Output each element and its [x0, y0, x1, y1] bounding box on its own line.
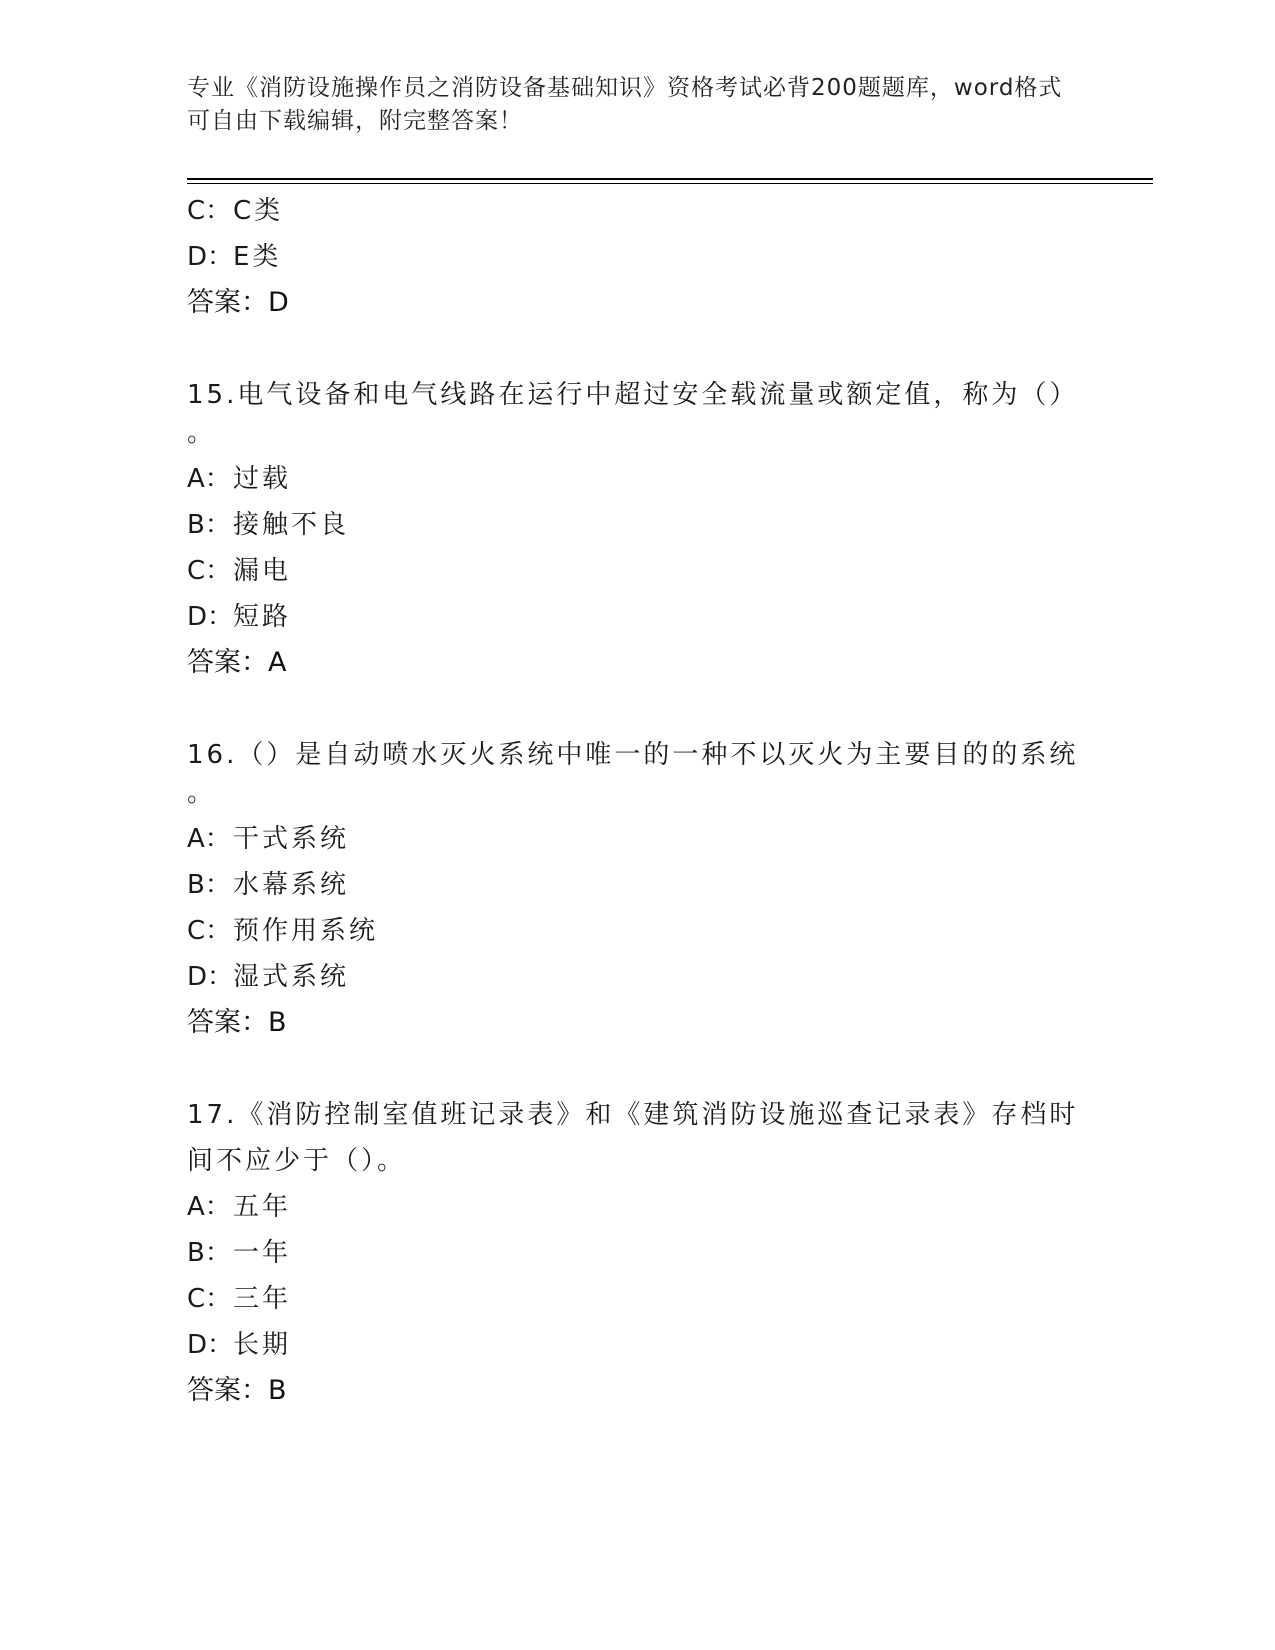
option-text: 湿式系统	[233, 962, 350, 992]
option-key: B：	[187, 510, 231, 540]
option-row	[187, 1322, 1087, 1368]
option-text: 干式系统	[233, 824, 350, 854]
option-key: B：	[187, 1238, 231, 1268]
option-key: D：	[187, 1330, 234, 1360]
option-key: A：	[187, 464, 231, 494]
option-key: A：	[187, 1192, 231, 1222]
option-key: B：	[187, 870, 231, 900]
option-text: 五年	[233, 1192, 292, 1222]
option-text: 长期	[233, 1330, 292, 1360]
option-text: 预作用系统	[233, 916, 379, 946]
option-row	[187, 1230, 1087, 1276]
question-text-continued: 。	[187, 418, 217, 448]
option-key: C：	[187, 1284, 232, 1314]
option-row	[187, 234, 1087, 280]
option-key: D：	[187, 242, 234, 272]
option-text: 漏电	[233, 556, 292, 586]
option-text: 一年	[233, 1238, 292, 1268]
answer-line: 答案：A	[187, 647, 287, 678]
question-text-continued: 间不应少于（）。	[187, 1146, 407, 1176]
option-key: C：	[187, 556, 232, 586]
document-header: 专业《消防设施操作员之消防设备基础知识》资格考试必背200题题库，word格式可自由下载编辑，附完整答案！	[187, 75, 1063, 134]
option-text: C类	[233, 196, 284, 226]
option-text: E类	[233, 242, 282, 272]
question-text: 16.（）是自动喷水灭火系统中唯一的一种不以灭火为主要目的的系统	[187, 740, 1079, 770]
header-divider-thick	[187, 178, 1153, 180]
option-key: A：	[187, 824, 231, 854]
option-key: C：	[187, 916, 232, 946]
spacer	[187, 686, 1087, 732]
question-list	[187, 188, 1087, 1414]
option-key: D：	[187, 602, 234, 632]
option-text: 接触不良	[233, 510, 350, 540]
question-text-continued: 。	[187, 778, 217, 808]
option-key: D：	[187, 962, 234, 992]
header-divider-thin	[187, 183, 1153, 184]
option-row	[187, 1276, 1087, 1322]
option-text: 过载	[233, 464, 292, 494]
answer-line: 答案：B	[187, 1007, 287, 1038]
spacer	[187, 1046, 1087, 1092]
question-text: 15.电气设备和电气线路在运行中超过安全载流量或额定值，称为（）	[187, 380, 1079, 410]
answer-line: 答案：B	[187, 1375, 287, 1406]
option-row	[187, 456, 1087, 502]
option-row	[187, 954, 1087, 1000]
question-text: 17.《消防控制室值班记录表》和《建筑消防设施巡查记录表》存档时	[187, 1100, 1079, 1130]
option-row	[187, 862, 1087, 908]
option-row	[187, 1184, 1087, 1230]
option-row	[187, 816, 1087, 862]
option-row	[187, 548, 1087, 594]
option-row	[187, 188, 1087, 234]
option-row	[187, 908, 1087, 954]
option-text: 水幕系统	[233, 870, 350, 900]
option-key: C：	[187, 196, 232, 226]
option-text: 三年	[233, 1284, 292, 1314]
spacer	[187, 326, 1087, 372]
option-row	[187, 594, 1087, 640]
option-text: 短路	[233, 602, 292, 632]
answer-line: 答案：D	[187, 287, 289, 318]
option-row	[187, 502, 1087, 548]
